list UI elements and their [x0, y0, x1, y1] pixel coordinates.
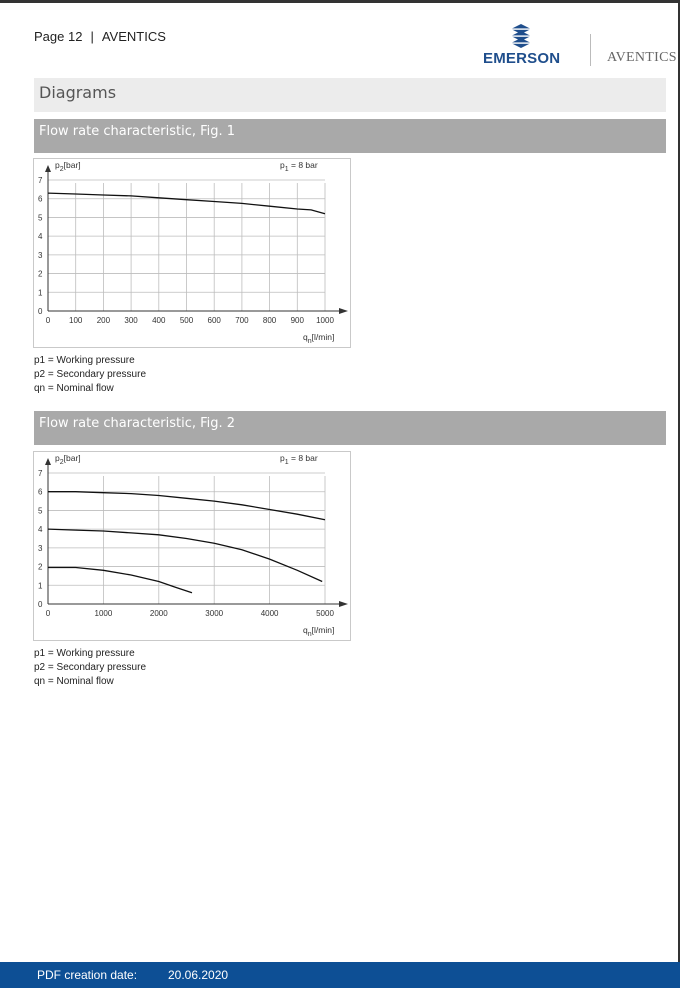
- y-tick-label: 0: [38, 307, 43, 316]
- x-tick-label: 0: [45, 609, 51, 618]
- figure-2-chart: [33, 451, 351, 641]
- y-tick-label: 3: [38, 250, 43, 260]
- page-border-top: [0, 0, 680, 3]
- y-tick-label: 5: [38, 506, 43, 516]
- x-tick-label: 100: [69, 316, 83, 325]
- x-tick-label: 800: [262, 316, 277, 325]
- emerson-logo-icon: [483, 20, 575, 50]
- figure-1-legend: [34, 354, 146, 396]
- x-tick-label: 200: [96, 316, 111, 325]
- y-axis-label: $p_2[bar]$: [55, 453, 81, 466]
- footer-bar: [0, 962, 680, 988]
- y-tick-label: 4: [38, 525, 43, 535]
- figure-1-chart-svg: [34, 159, 350, 347]
- y-tick-label: 4: [38, 232, 43, 242]
- y-tick-label: 1: [38, 288, 43, 298]
- legend-item: p1 = Working pressure: [34, 648, 135, 659]
- x-tick-label: 5000: [316, 609, 334, 618]
- x-tick-label: 900: [290, 316, 304, 325]
- series-line: [48, 529, 322, 581]
- legend-item: qn = Nominal flow: [34, 383, 114, 394]
- x-axis-arrow: [339, 308, 348, 314]
- page-number: Page 12: [34, 29, 83, 44]
- series-line: [48, 568, 192, 593]
- figure-1-title: Flow rate characteristic, Fig. 1: [39, 124, 236, 139]
- x-tick-label: 300: [124, 316, 138, 325]
- section-heading: [34, 78, 666, 112]
- y-tick-label: 6: [38, 487, 43, 497]
- y-tick-label: 6: [38, 194, 43, 204]
- y-axis-arrow: [45, 165, 51, 172]
- y-tick-label: 7: [38, 176, 43, 185]
- figure-1-title-bar: [34, 119, 666, 153]
- y-tick-label: 3: [38, 543, 43, 553]
- figure-1-chart: [33, 158, 351, 348]
- y-axis-label: $p_2[bar]$: [55, 160, 81, 173]
- x-axis-arrow: [339, 601, 348, 607]
- x-tick-label: 700: [235, 316, 249, 325]
- header-brand: AVENTICS: [101, 29, 166, 44]
- legend-item: p2 = Secondary pressure: [34, 369, 147, 380]
- emerson-logo: [483, 20, 575, 70]
- x-tick-label: 2000: [149, 609, 168, 618]
- figure-2-title: Flow rate characteristic, Fig. 2: [39, 416, 236, 431]
- y-tick-label: 1: [38, 581, 43, 591]
- y-tick-label: 2: [38, 562, 43, 572]
- x-tick-label: 600: [207, 316, 221, 325]
- y-tick-label: 2: [38, 269, 43, 279]
- figure-2-legend: [34, 647, 146, 689]
- x-tick-label: 4000: [260, 609, 279, 618]
- x-tick-label: 1000: [316, 316, 334, 325]
- x-tick-label: 3000: [205, 609, 224, 618]
- footer-label: PDF creation date:: [37, 968, 138, 982]
- section-title: Diagrams: [39, 83, 117, 102]
- x-tick-label: 500: [179, 316, 194, 325]
- x-axis-label: $q_n[l/\min]$: [303, 332, 335, 345]
- y-tick-label: 0: [38, 600, 43, 609]
- series-line: [48, 492, 325, 520]
- logo-divider: [590, 34, 591, 66]
- pressure-annotation: $p_1 = 8$ bar: [280, 160, 318, 173]
- legend-item: qn = Nominal flow: [34, 676, 114, 687]
- x-tick-label: 1000: [94, 609, 113, 618]
- figure-2-title-bar: [34, 411, 666, 445]
- y-axis-arrow: [45, 458, 51, 465]
- emerson-wordmark: EMERSON: [483, 50, 561, 67]
- figure-2-chart-svg: [34, 452, 350, 640]
- pressure-annotation: $p_1 = 8$ bar: [280, 453, 318, 466]
- x-tick-label: 0: [45, 316, 51, 325]
- legend-item: p1 = Working pressure: [34, 355, 135, 366]
- legend-item: p2 = Secondary pressure: [34, 662, 147, 673]
- page-header: [34, 29, 166, 44]
- footer-date: 20.06.2020: [168, 968, 229, 982]
- header-separator: |: [90, 29, 94, 44]
- x-axis-label: $q_n[l/\min]$: [303, 625, 335, 638]
- y-tick-label: 7: [38, 469, 43, 478]
- aventics-wordmark: AVENTICS: [607, 50, 677, 65]
- y-tick-label: 5: [38, 213, 43, 223]
- x-tick-label: 400: [152, 316, 166, 325]
